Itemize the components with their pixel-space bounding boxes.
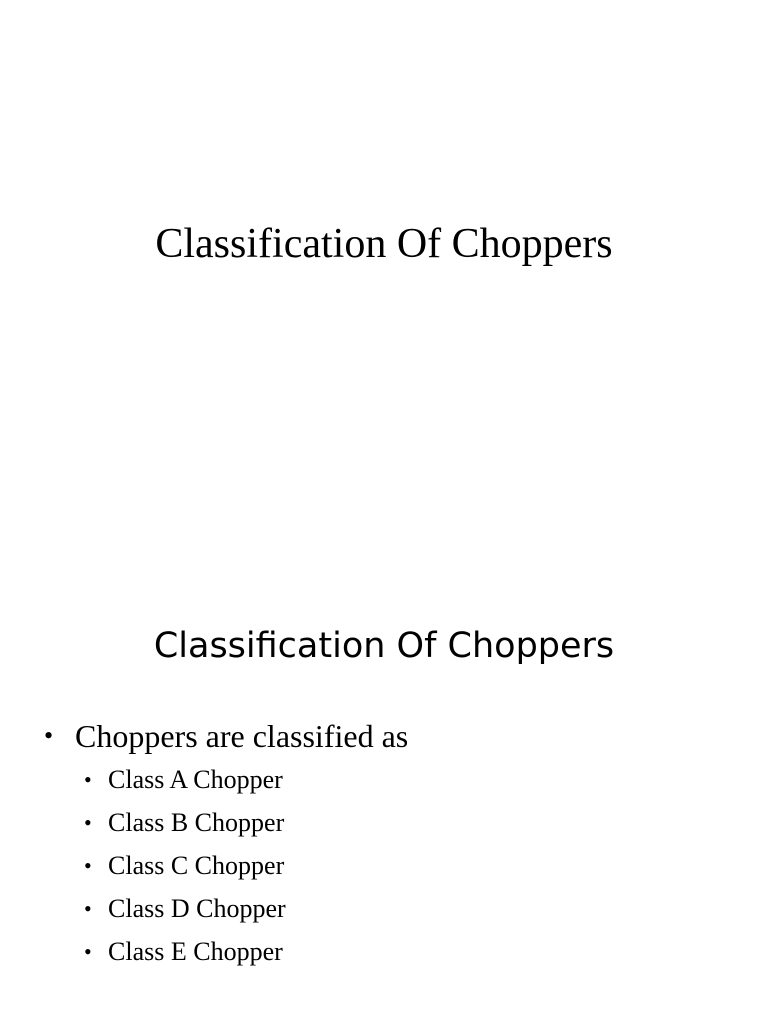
bullet-dot-icon: • bbox=[84, 853, 92, 878]
content-slide bbox=[0, 576, 768, 1024]
bullet-dot-icon: • bbox=[84, 767, 92, 792]
sub-bullet-text: Class D Chopper bbox=[108, 894, 286, 923]
bullet-list bbox=[0, 714, 768, 973]
sub-bullet-list bbox=[0, 758, 768, 973]
bullet-dot-icon: • bbox=[84, 939, 92, 964]
content-slide-heading: Classification Of Choppers bbox=[153, 626, 615, 666]
sub-bullet-text: Class B Chopper bbox=[108, 808, 285, 837]
bullet-text: Choppers are classified as bbox=[75, 718, 409, 754]
title-slide-heading: Classification Of Choppers bbox=[155, 221, 613, 267]
sub-bullet-text: Class E Chopper bbox=[108, 937, 283, 966]
sub-bullet-item bbox=[0, 844, 768, 887]
bullet-dot-icon: • bbox=[84, 896, 92, 921]
bullet-item bbox=[0, 714, 768, 758]
bullet-dot-icon: • bbox=[44, 721, 54, 750]
sub-bullet-text: Class C Chopper bbox=[108, 851, 285, 880]
sub-bullet-item bbox=[0, 758, 768, 801]
sub-bullet-text: Class A Chopper bbox=[108, 765, 283, 794]
sub-bullet-item bbox=[0, 801, 768, 844]
sub-bullet-container bbox=[0, 758, 768, 973]
bullet-dot-icon: • bbox=[84, 810, 92, 835]
sub-bullet-item bbox=[0, 930, 768, 973]
sub-bullet-item bbox=[0, 887, 768, 930]
